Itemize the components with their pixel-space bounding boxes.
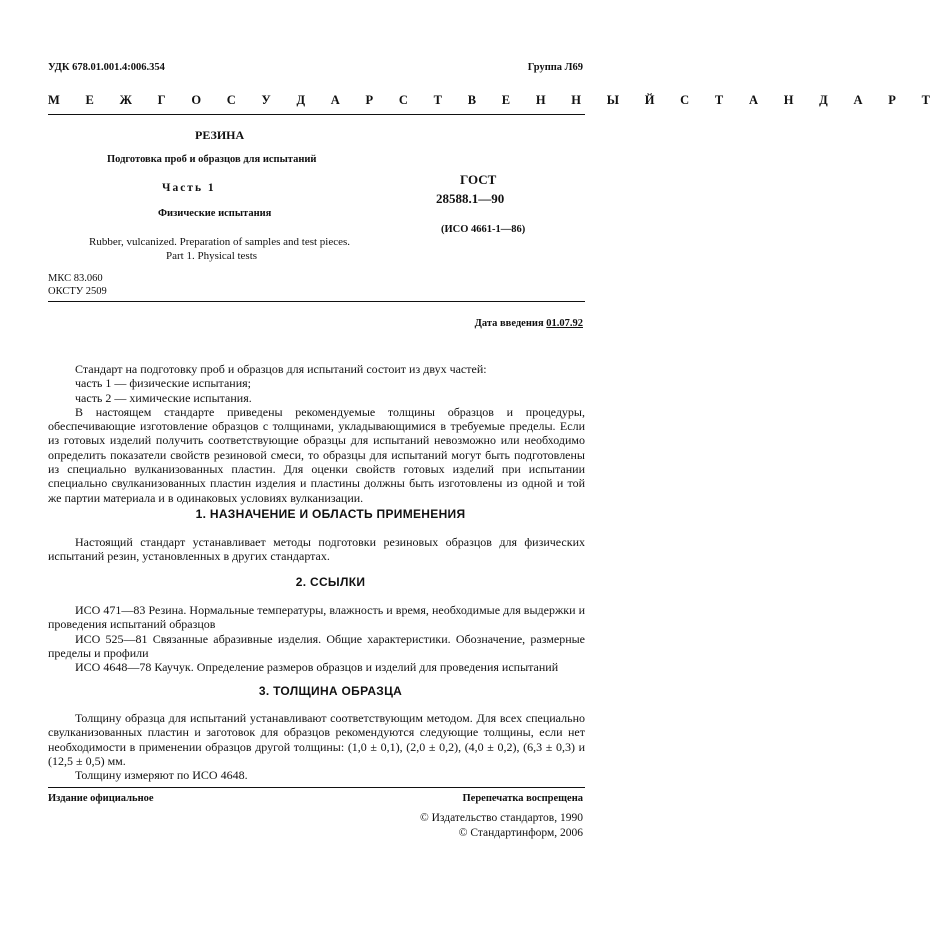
section-2-heading: 2. ССЫЛКИ <box>295 575 366 589</box>
section-1-text: Настоящий стандарт устанавливает методы подготовки резиновых образцов для физических испытаний резин, установленных в других стандартах. <box>48 535 585 564</box>
official-edition: Издание официальное <box>48 793 154 804</box>
reference-item: ИСО 4648—78 Каучук. Определение размеров образцов и изделий для проведения испытаний <box>75 660 559 675</box>
references-list <box>48 603 585 674</box>
document-title: РЕЗИНА <box>195 128 245 142</box>
intro-part2: часть 2 — химические испытания. <box>75 390 252 405</box>
intro-block <box>48 362 585 505</box>
effective-date-value: 01.07.92 <box>546 318 583 329</box>
reference-item: ИСО 471—83 Резина. Нормальные температуры, влажность и время, необходимые для выдержки и проведения испытаний образцов <box>48 603 585 632</box>
udk-code: УДК 678.01.001.4:006.354 <box>48 62 165 73</box>
section-3-text: Толщину образца для испытаний устанавливают соответствующим методом. Для всех специально свулканизованных пластин и заготовок для образцов рекомендуются следующие толщины, если нет необходимости в применении образцов другой толщины: (1,0 ± 0,1), (2,0 ± 0,2), (4,0 ± 0,2), (6,3 ± 0,3) и (12,5 ± 0,5) мм. <box>48 711 585 768</box>
header-rule <box>48 114 585 115</box>
section-1-heading: 1. НАЗНАЧЕНИЕ И ОБЛАСТЬ ПРИМЕНЕНИЯ <box>195 507 466 521</box>
effective-date <box>475 318 583 329</box>
intro-description: В настоящем стандарте приведены рекомендуемые толщины образцов и процедуры, обеспечивающие изготовление образцов с толщинами, укладывающимися в требуемые пределы. Если из готовых изделий получить соответствующие образцы для испытаний невозможно или необходимо определить показатели свойств резиновой смеси, то образцы для испытаний могут быть подготовлены из специально вулканизованных пластин. Для оценки свойств готовых изделий при испытании специально свулканизованных пластин изделия и пластины должны быть изготовлены из одной и той же партии материала и в одинаковых условиях вулканизации. <box>48 404 585 505</box>
section-1-body <box>48 535 585 564</box>
english-title-line1: Rubber, vulcanized. Preparation of samples and test pieces. <box>89 236 351 248</box>
part-label: Часть 1 <box>162 182 216 194</box>
effective-date-label: Дата введения <box>474 318 544 329</box>
section-3-body <box>48 711 585 782</box>
group-code: Группа Л69 <box>527 62 583 73</box>
copyright-1990: © Издательство стандартов, 1990 <box>419 812 583 824</box>
english-title-line2: Part 1. Physical tests <box>166 250 258 262</box>
document-subtitle: Подготовка проб и образцов для испытаний <box>107 154 317 165</box>
mks-code: МКС 83.060 <box>48 273 103 284</box>
reference-item: ИСО 525—81 Связанные абразивные изделия. Общие характеристики. Обозначение, размерные пределы и профили <box>48 631 585 660</box>
gost-label: ГОСТ <box>460 172 497 187</box>
standard-type-title: М Е Ж Г О С У Д А Р С Т В Е Н Н Ы Й С Т А Н Д А Р Т <box>48 93 941 107</box>
section-3-heading: 3. ТОЛЩИНА ОБРАЗЦА <box>258 684 403 698</box>
gost-number: 28588.1—90 <box>436 191 505 206</box>
title-rule <box>48 301 585 302</box>
okstu-code: ОКСТУ 2509 <box>48 286 107 297</box>
intro-part1: часть 1 — физические испытания; <box>75 376 251 391</box>
intro-paragraph: Стандарт на подготовку проб и образцов для испытаний состоит из двух частей: <box>75 362 487 376</box>
section-3-measure: Толщину измеряют по ИСО 4648. <box>75 768 248 783</box>
copyright-2006: © Стандартинформ, 2006 <box>458 827 583 839</box>
part-name: Физические испытания <box>158 208 272 219</box>
iso-reference: (ИСО 4661-1—86) <box>441 224 526 235</box>
reprint-notice: Перепечатка воспрещена <box>462 793 583 804</box>
footer-rule <box>48 787 585 788</box>
